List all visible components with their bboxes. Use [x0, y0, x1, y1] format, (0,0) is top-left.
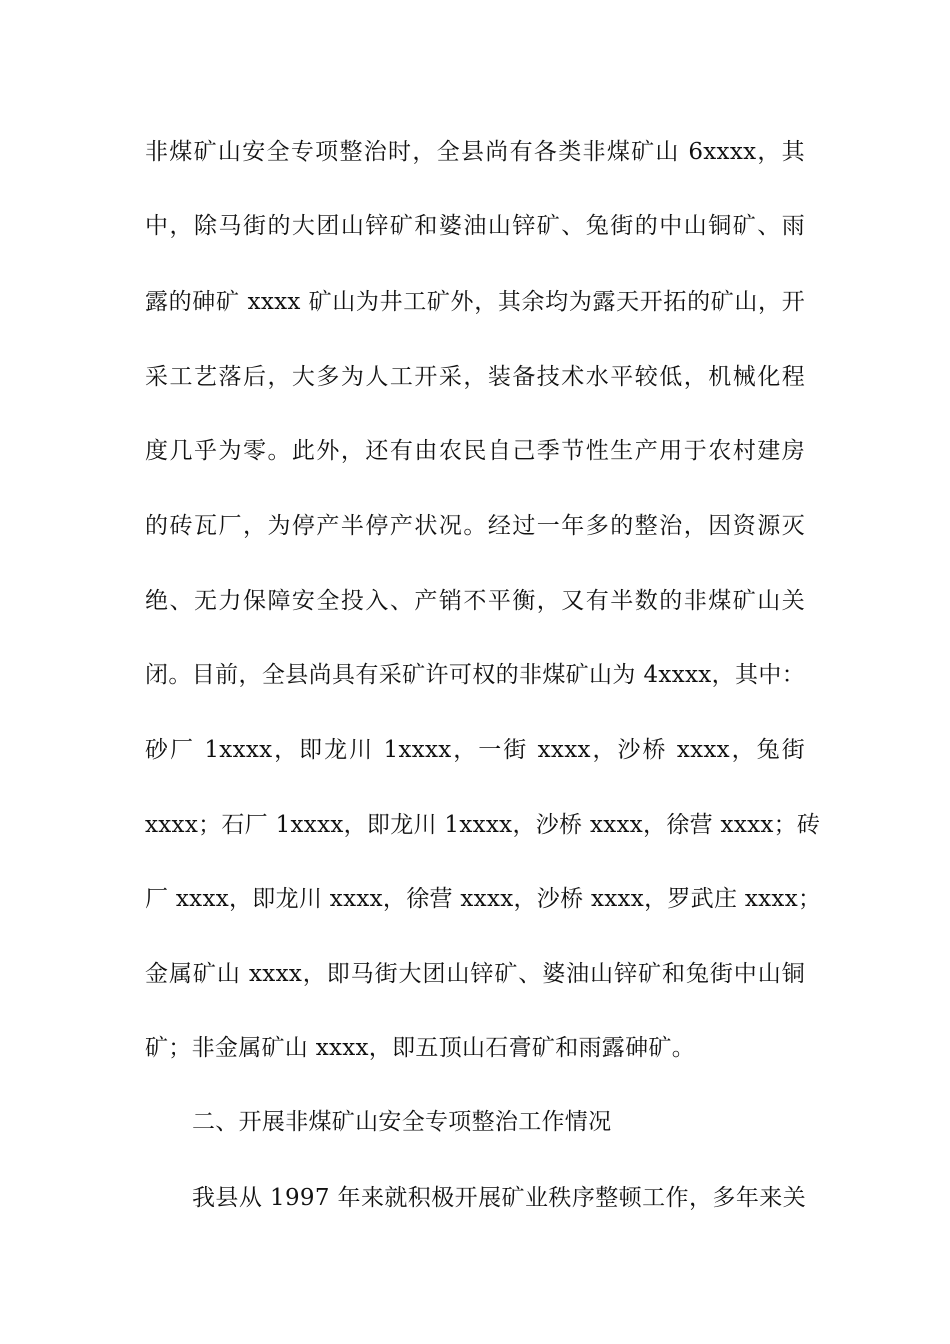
paragraph-line: 我县从 1997 年来就积极开展矿业秩序整顿工作，多年来关: [192, 1185, 806, 1211]
paragraph-line: 中，除马街的大团山锌矿和婆油山锌矿、兔街的中山铜矿、雨: [145, 213, 805, 239]
paragraph-line: 采工艺落后，大多为人工开采，装备技术水平较低，机械化程: [145, 364, 805, 390]
paragraph-line: 金属矿山 xxxx，即马街大团山锌矿、婆油山锌矿和兔街中山铜: [145, 961, 805, 987]
paragraph-line: 绝、无力保障安全投入、产销不平衡，又有半数的非煤矿山关: [145, 588, 805, 614]
paragraph-line: 的砖瓦厂，为停产半停产状况。经过一年多的整治，因资源灭: [145, 513, 805, 539]
section-heading: 二、开展非煤矿山安全专项整治工作情况: [192, 1109, 612, 1135]
paragraph-line: 非煤矿山安全专项整治时，全县尚有各类非煤矿山 6xxxx，其: [145, 139, 805, 165]
paragraph-line: xxxx；石厂 1xxxx，即龙川 1xxxx，沙桥 xxxx，徐营 xxxx；砖: [145, 812, 821, 838]
paragraph-line: 砂厂 1xxxx，即龙川 1xxxx，一街 xxxx，沙桥 xxxx，兔街: [145, 737, 805, 763]
paragraph-line: 厂 xxxx，即龙川 xxxx，徐营 xxxx，沙桥 xxxx，罗武庄 xxxx；: [145, 886, 822, 912]
paragraph-line: 矿；非金属矿山 xxxx，即五顶山石膏矿和雨露砷矿。: [145, 1035, 695, 1061]
paragraph-line: 露的砷矿 xxxx 矿山为井工矿外，其余均为露天开拓的矿山，开: [145, 289, 805, 315]
paragraph-line: 闭。目前，全县尚具有采矿许可权的非煤矿山为 4xxxx，其中：: [145, 662, 805, 688]
paragraph-line: 度几乎为零。此外，还有由农民自己季节性生产用于农村建房: [145, 438, 805, 464]
